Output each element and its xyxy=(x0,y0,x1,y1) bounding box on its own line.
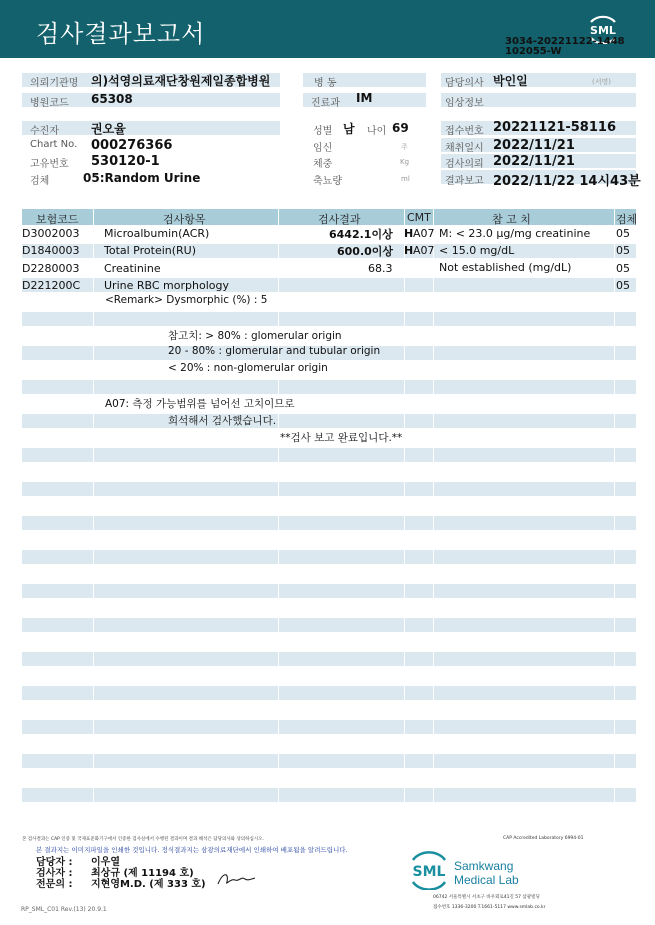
report-number xyxy=(505,37,625,57)
row-code: D221200C xyxy=(22,279,81,292)
table-stripe xyxy=(22,380,636,394)
specialist-label: 전문의 : xyxy=(36,879,73,890)
form-code: RP_SML_C01 Rev.(13) 20.9.1 xyxy=(21,906,107,913)
dept-value: IM xyxy=(356,91,373,105)
row-result: 68.3 xyxy=(368,262,393,275)
table-stripe xyxy=(22,788,636,802)
column-header-item: 검사항목 xyxy=(163,213,206,226)
fineprint: 본 검사결과는 CAP 인증 및 국제표준화기구에서 인증한 검사실에서 수행된 결과이며 결과 해석은 담당의사와 상의하십시오. xyxy=(22,837,264,842)
logo-text: SML xyxy=(590,24,616,37)
collect-label: 채취일시 xyxy=(445,143,484,154)
reference-line: 참고치: > 80% : glomerular origin xyxy=(168,330,342,342)
row-code: D1840003 xyxy=(22,244,80,257)
row-result: 6442.1이상 xyxy=(329,228,393,241)
table-stripe xyxy=(22,448,636,462)
a07-note: A07: 측정 가능범위를 넘어선 고치이므로 xyxy=(105,398,295,410)
collect-value: 2022/11/21 xyxy=(493,138,575,153)
tester-label: 검사자 : xyxy=(36,868,73,879)
lab-name-line2: Medical Lab xyxy=(454,873,519,887)
hospital-code-label: 병원코드 xyxy=(30,98,69,109)
specimen-value: 05:Random Urine xyxy=(83,171,201,185)
report-number-line2: 102055-W xyxy=(505,46,562,57)
a07-note: 희석해서 검사했습니다. xyxy=(168,415,277,427)
staff-value: 이우열 xyxy=(91,857,120,868)
weight-label: 체중 xyxy=(313,159,333,170)
doctor-label: 담당의사 xyxy=(445,78,484,89)
remark-text: <Remark> Dysmorphic (%) : 5 xyxy=(105,294,268,306)
column-divider xyxy=(433,209,434,820)
patient-label: 수진자 xyxy=(30,126,59,137)
table-stripe xyxy=(22,652,636,666)
id-label: 고유번호 xyxy=(30,159,69,170)
column-header-code: 보험코드 xyxy=(36,213,79,226)
column-divider xyxy=(614,209,615,820)
image-notice: 본 결과지는 이미지파일을 인쇄한 것입니다. 정식결과지는 삼광의료재단에서 인쇄하여 배포됨을 알려드립니다. xyxy=(36,846,348,854)
table-stripe xyxy=(22,754,636,768)
row-item: Microalbumin(ACR) xyxy=(104,227,210,240)
table-stripe xyxy=(22,584,636,598)
row-reference: < 15.0 mg/dL xyxy=(439,244,515,257)
row-code: D2280003 xyxy=(22,262,80,275)
column-divider xyxy=(93,209,94,820)
lab-name-line1: Samkwang xyxy=(454,859,514,873)
row-result: 600.0이상 xyxy=(337,245,394,258)
row-item: Urine RBC morphology xyxy=(104,279,229,292)
info-band xyxy=(22,121,280,135)
sex-value: 남 xyxy=(343,122,355,136)
table-stripe xyxy=(22,720,636,734)
reference-line: 20 - 80% : glomerular and tubular origin xyxy=(168,345,381,357)
sex-label: 성별 xyxy=(313,126,333,137)
row-cmt: A07 xyxy=(413,227,435,240)
institution-label: 의뢰기관명 xyxy=(30,78,79,89)
age-value: 69 xyxy=(392,121,409,135)
reference-line: < 20% : non-glomerular origin xyxy=(168,362,328,374)
column-header-reference: 참 고 치 xyxy=(492,213,531,226)
column-divider xyxy=(404,209,405,820)
row-item: Total Protein(RU) xyxy=(104,244,197,257)
clinical-label: 임상정보 xyxy=(445,98,484,109)
staff-label: 담당자 : xyxy=(36,857,73,868)
table-stripe xyxy=(22,550,636,564)
institution-value: 의)석영의료재단창원제일종합병원 xyxy=(91,74,271,88)
id-value: 530120-1 xyxy=(91,154,160,169)
column-header-specimen: 검체 xyxy=(616,213,638,226)
doctor-sign: (서명) xyxy=(592,78,611,86)
table-stripe xyxy=(22,686,636,700)
row-specimen: 05 xyxy=(616,262,630,275)
lab-name xyxy=(454,859,519,887)
request-value: 2022/11/21 xyxy=(493,154,575,169)
tester-value: 최상규 (제 11194 호) xyxy=(91,868,194,879)
lab-contact: 접수번호 1336-3200 T.1661-5117 www.smlab.co.kr xyxy=(433,905,546,910)
signature-icon xyxy=(215,870,257,888)
row-reference: Not established (mg/dL) xyxy=(439,261,572,274)
ward-label: 병 동 xyxy=(314,78,337,89)
lab-logo-text: SML xyxy=(412,864,446,880)
row-flag: H xyxy=(404,227,414,240)
weight-unit: Kg xyxy=(400,158,410,166)
page-title: 검사결과보고서 xyxy=(36,20,206,48)
row-specimen: 05 xyxy=(616,279,630,292)
row-flag: H xyxy=(404,244,414,257)
specialist-value: 지현영M.D. (제 333 호) xyxy=(91,879,206,890)
lab-address: 06742 서울특별시 서초구 바우뫼로41길 57 삼광빌딩 xyxy=(433,895,540,900)
row-specimen: 05 xyxy=(616,227,630,240)
urine-label: 축뇨량 xyxy=(313,176,342,187)
hospital-code-value: 65308 xyxy=(91,92,133,106)
report-label: 결과보고 xyxy=(445,176,484,187)
urine-unit: ml xyxy=(401,175,410,183)
pregnancy-label: 임신 xyxy=(313,143,333,154)
patient-value: 권오율 xyxy=(91,122,126,136)
table-stripe xyxy=(22,312,636,326)
dept-label: 진료과 xyxy=(311,98,340,109)
complete-message: **검사 보고 완료입니다.** xyxy=(280,432,403,444)
row-reference: M: < 23.0 µg/mg creatinine xyxy=(439,227,591,240)
table-stripe xyxy=(22,618,636,632)
row-code: D3002003 xyxy=(22,227,80,240)
specimen-label: 검체 xyxy=(30,176,50,187)
report-number-line1: 3034-20221122-1448 xyxy=(505,36,625,47)
column-header-cmt: CMT xyxy=(407,211,431,224)
report-value: 2022/11/22 14시43분 xyxy=(493,174,641,189)
row-specimen: 05 xyxy=(616,244,630,257)
receipt-value: 20221121-58116 xyxy=(493,120,616,135)
column-header-result: 검사결과 xyxy=(318,213,361,226)
cap-accreditation: CAP Accredited Laboratory 6994-01 xyxy=(503,836,584,841)
row-item: Creatinine xyxy=(104,262,161,275)
pregnancy-unit: 주 xyxy=(401,143,408,151)
table-stripe xyxy=(22,516,636,530)
row-cmt: A07 xyxy=(413,244,435,257)
table-stripe xyxy=(22,414,636,428)
chart-value: 000276366 xyxy=(91,138,173,153)
request-label: 검사의뢰 xyxy=(445,159,484,170)
column-divider xyxy=(278,209,279,820)
doctor-value: 박인일 xyxy=(493,74,528,88)
age-label: 나이 xyxy=(367,126,387,137)
receipt-label: 접수번호 xyxy=(445,126,484,137)
table-stripe xyxy=(22,482,636,496)
chart-label: Chart No. xyxy=(30,139,78,150)
sml-lab-logo-icon xyxy=(405,850,453,890)
